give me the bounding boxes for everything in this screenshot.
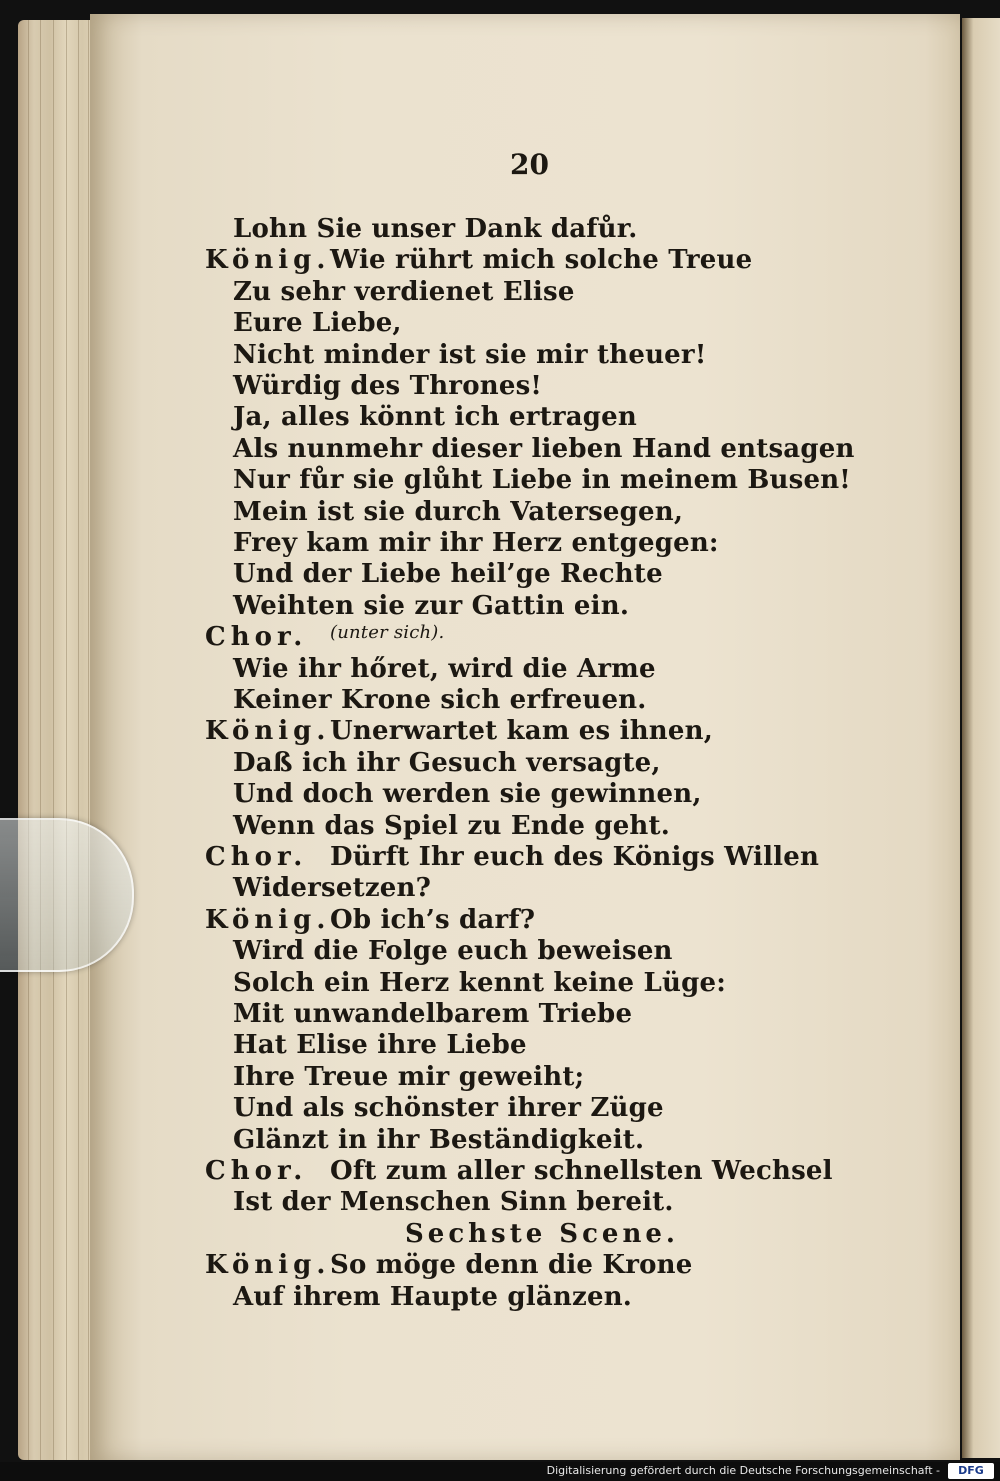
text-line bbox=[233, 1062, 584, 1092]
text-line bbox=[233, 591, 629, 621]
page-number: 20 bbox=[510, 148, 549, 181]
line-text: Nicht minder ist sie mir theuer! bbox=[233, 339, 707, 370]
line-text: Würdig des Thrones! bbox=[233, 371, 543, 401]
text-line bbox=[233, 308, 402, 338]
text-line bbox=[405, 1219, 679, 1249]
line-text: Als nunmehr dieser lieben Hand entsagen bbox=[233, 433, 855, 464]
line-text: Weihten sie zur Gattin ein. bbox=[233, 590, 630, 621]
line-text: Lohn Sie unser Dank dafůr. bbox=[233, 214, 638, 244]
line-text: Auf ihrem Haupte glänzen. bbox=[233, 1281, 633, 1312]
speaker-name: Chor. bbox=[205, 1156, 308, 1186]
text-line bbox=[233, 214, 638, 244]
text-line bbox=[233, 1030, 527, 1060]
speaker-name: König. bbox=[205, 904, 331, 935]
book-page bbox=[90, 14, 960, 1460]
line-text: Wenn das Spiel zu Ende geht. bbox=[233, 810, 670, 841]
speaker-name: Chor. bbox=[205, 842, 308, 872]
line-text: Ob ich’s darf? bbox=[330, 904, 536, 935]
line-text: Und der Liebe heil’ge Rechte bbox=[233, 559, 663, 590]
text-line bbox=[233, 497, 683, 527]
line-text: Oft zum aller schnellsten Wechsel bbox=[330, 1156, 833, 1186]
line-text: Zu sehr verdienet Elise bbox=[233, 276, 575, 307]
dfg-logo: DFG bbox=[948, 1463, 994, 1479]
text-line bbox=[233, 277, 575, 307]
line-text: Keiner Krone sich erfreuen. bbox=[233, 685, 647, 715]
text-line bbox=[233, 528, 719, 558]
line-text: Widersetzen? bbox=[233, 873, 432, 904]
line-text: Solch ein Herz kennt keine Lüge: bbox=[233, 967, 727, 998]
line-text: So möge denn die Krone bbox=[330, 1250, 693, 1281]
text-line bbox=[233, 340, 706, 370]
text-line bbox=[205, 842, 820, 872]
line-text: Mein ist sie durch Vatersegen, bbox=[233, 496, 684, 527]
text-line bbox=[233, 654, 656, 684]
text-line bbox=[205, 1250, 693, 1281]
text-line bbox=[205, 1156, 833, 1186]
speaker-name: König. bbox=[205, 1250, 331, 1281]
line-text: Wie ihr hőret, wird die Arme bbox=[233, 653, 656, 684]
line-text: (unter sich). bbox=[330, 622, 445, 644]
footer-text: Digitalisierung gefördert durch die Deutsche Forschungsgemeinschaft - bbox=[546, 1464, 940, 1477]
line-text: Unerwartet kam es ihnen, bbox=[330, 716, 713, 747]
text-line bbox=[233, 371, 542, 401]
text-line bbox=[233, 811, 670, 841]
line-text: Hat Elise ihre Liebe bbox=[233, 1030, 527, 1061]
scene-heading: Sechste Scene. bbox=[405, 1218, 679, 1249]
text-line bbox=[233, 559, 663, 589]
line-text: Wird die Folge euch beweisen bbox=[233, 936, 673, 967]
text-line bbox=[233, 685, 647, 715]
line-text: Und als schönster ihrer Züge bbox=[233, 1093, 664, 1124]
line-text: Ihre Treue mir geweiht; bbox=[233, 1061, 585, 1092]
line-text: Dürft Ihr euch des Königs Willen bbox=[330, 842, 820, 872]
text-line bbox=[233, 465, 851, 495]
line-text: Und doch werden sie gewinnen, bbox=[233, 779, 702, 810]
line-text: Eure Liebe, bbox=[233, 308, 402, 339]
page-stack bbox=[18, 20, 98, 1460]
text-line bbox=[233, 999, 632, 1029]
page-text bbox=[90, 14, 960, 1460]
text-line bbox=[233, 1187, 674, 1217]
text-line bbox=[233, 936, 673, 966]
text-line bbox=[233, 873, 431, 903]
line-text: Glänzt in ihr Beständigkeit. bbox=[233, 1124, 645, 1155]
speaker-name: Chor. bbox=[205, 622, 308, 653]
line-text: Ja, alles könnt ich ertragen bbox=[233, 402, 637, 433]
line-text: Ist der Menschen Sinn bereit. bbox=[233, 1187, 674, 1218]
text-line bbox=[205, 716, 713, 747]
line-text: Wie rührt mich solche Treue bbox=[330, 245, 753, 276]
facing-page-edge bbox=[962, 18, 1000, 1458]
text-line bbox=[205, 904, 536, 935]
text-line bbox=[233, 1093, 664, 1123]
text-line bbox=[205, 622, 445, 653]
text-line bbox=[233, 1282, 632, 1312]
speaker-name: König. bbox=[205, 245, 331, 276]
line-text: Nur fůr sie glůht Liebe in meinem Busen! bbox=[233, 465, 851, 496]
text-line bbox=[233, 779, 702, 809]
line-text: Frey kam mir ihr Herz entgegen: bbox=[233, 528, 719, 558]
line-text: Mit unwandelbarem Triebe bbox=[233, 999, 633, 1029]
text-line bbox=[205, 245, 753, 276]
speaker-name: König. bbox=[205, 716, 331, 747]
text-line bbox=[233, 402, 637, 432]
text-line bbox=[233, 968, 726, 998]
footer-bar bbox=[0, 1462, 1000, 1481]
text-line bbox=[233, 748, 661, 778]
text-line bbox=[233, 434, 855, 464]
line-text: Daß ich ihr Gesuch versagte, bbox=[233, 747, 661, 778]
text-line bbox=[233, 1125, 644, 1155]
